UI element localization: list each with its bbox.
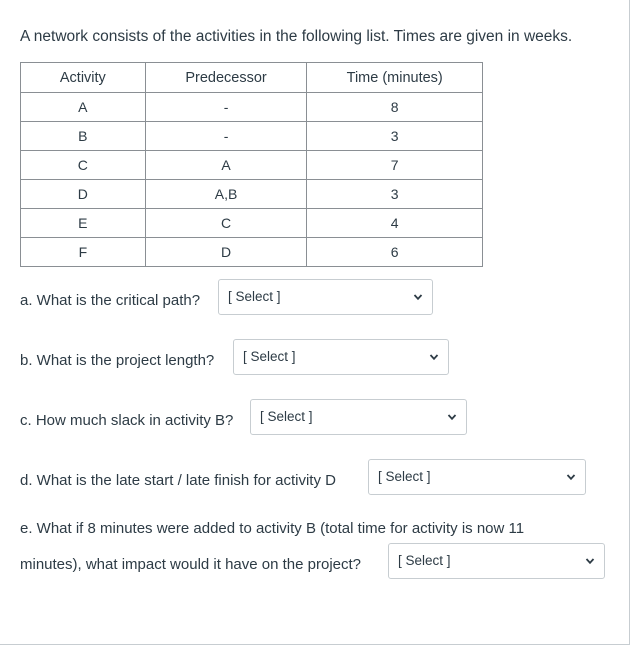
question-c-select[interactable] [250, 399, 467, 435]
table-row [21, 151, 483, 180]
predecessor-cell: D [145, 238, 307, 267]
question-e-label-line2: minutes), what impact would it have on the project? [20, 556, 362, 573]
time-cell: 8 [307, 93, 483, 122]
time-cell: 3 [307, 122, 483, 151]
question-c-select-value: [ Select ] [260, 409, 313, 424]
question-e-select[interactable] [388, 543, 605, 579]
table-row [21, 209, 483, 238]
chevron-down-icon [447, 412, 457, 422]
time-cell: 6 [307, 238, 483, 267]
predecessor-cell: A [145, 151, 307, 180]
column-header-predecessor: Predecessor [145, 63, 307, 93]
predecessor-cell: C [145, 209, 307, 238]
chevron-down-icon [429, 352, 439, 362]
activity-cell: A [21, 93, 146, 122]
column-header-activity: Activity [21, 63, 146, 93]
activity-cell: B [21, 122, 146, 151]
question-d-select[interactable] [368, 459, 586, 495]
question-b-select-value: [ Select ] [243, 349, 296, 364]
predecessor-cell: - [145, 122, 307, 151]
activity-table [20, 62, 483, 267]
predecessor-cell: A,B [145, 180, 307, 209]
time-cell: 7 [307, 151, 483, 180]
predecessor-cell: - [145, 93, 307, 122]
activity-cell: D [21, 180, 146, 209]
question-e-select-value: [ Select ] [398, 553, 451, 568]
chevron-down-icon [413, 292, 423, 302]
table-header-row [21, 63, 483, 93]
time-cell: 3 [307, 180, 483, 209]
intro-text: A network consists of the activities in the following list. Times are given in weeks. [20, 28, 573, 45]
column-header-time: Time (minutes) [307, 63, 483, 93]
activity-cell: C [21, 151, 146, 180]
table-row [21, 180, 483, 209]
time-cell: 4 [307, 209, 483, 238]
chevron-down-icon [585, 556, 595, 566]
table-row [21, 238, 483, 267]
question-b-select[interactable] [233, 339, 449, 375]
question-d-label: d. What is the late start / late finish for activity D [20, 472, 336, 489]
question-a-label: a. What is the critical path? [20, 292, 201, 309]
question-a-select[interactable] [218, 279, 433, 315]
question-d-select-value: [ Select ] [378, 469, 431, 484]
activity-cell: F [21, 238, 146, 267]
question-e-label-line1: e. What if 8 minutes were added to activity B (total time for activity is now 11 [20, 520, 525, 537]
question-a-select-value: [ Select ] [228, 289, 281, 304]
table-row [21, 93, 483, 122]
question-b-label: b. What is the project length? [20, 352, 215, 369]
chevron-down-icon [566, 472, 576, 482]
table-row [21, 122, 483, 151]
activity-cell: E [21, 209, 146, 238]
question-c-label: c. How much slack in activity B? [20, 412, 234, 429]
